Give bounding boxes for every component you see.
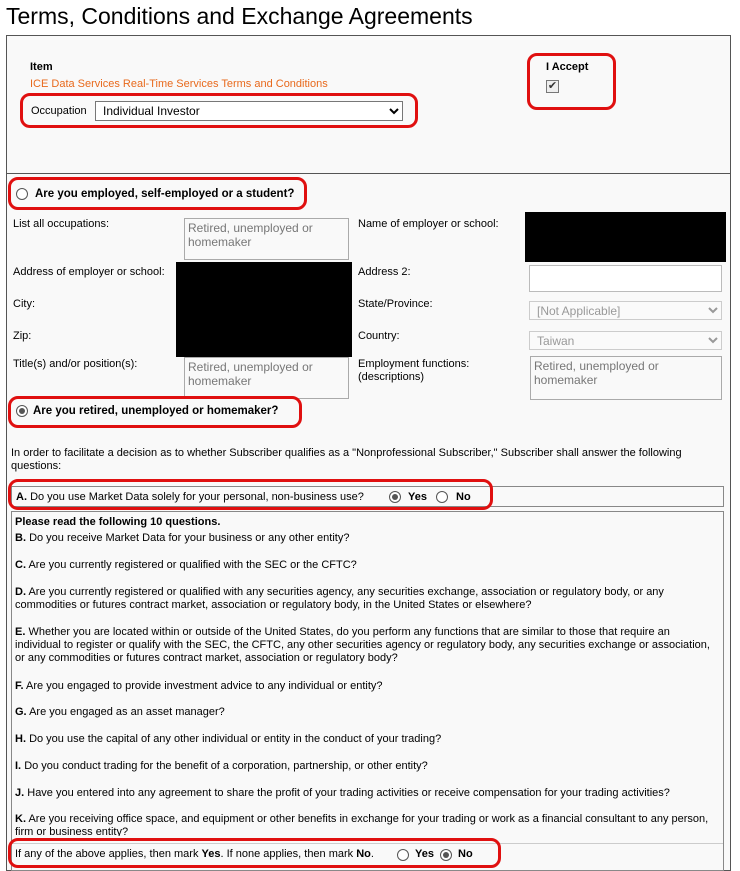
- question-f: F. Are you engaged to provide investment advice to any individual or entity?: [15, 680, 383, 692]
- employer-name-label: Name of employer or school:: [358, 218, 499, 230]
- city-label: City:: [13, 298, 35, 310]
- occupation-highlight: [20, 93, 418, 128]
- question-b: B. Do you receive Market Data for your business or any other entity?: [15, 532, 350, 544]
- question-h: H. Do you use the capital of any other individual or entity in the conduct of your trading?: [15, 733, 442, 745]
- functions-sublabel: (descriptions): [358, 371, 425, 383]
- question-i: I. Do you conduct trading for the benefit of a corporation, partnership, or other entity?: [15, 760, 428, 772]
- country-label: Country:: [358, 330, 400, 342]
- question-a-letter: A.: [16, 491, 27, 503]
- question-k: K. Are you receiving office space, and equipment or other benefits in exchange for your trading or work as a financial consultant to any person, firm or business entity?: [15, 813, 709, 836]
- questions-intro: In order to facilitate a decision as to whether Subscriber qualifies as a "Nonprofessional Subscriber," Subscriber shall answer the following questions:: [11, 447, 682, 472]
- accept-checkbox[interactable]: ✔: [547, 80, 558, 92]
- question-g: G. Are you engaged as an asset manager?: [15, 706, 225, 718]
- titles-textarea[interactable]: Retired, unemployed or homemaker: [184, 357, 349, 399]
- address2-label: Address 2:: [358, 266, 411, 278]
- state-select[interactable]: [529, 301, 722, 320]
- question-c: C. Are you currently registered or qualified with the SEC or the CFTC?: [15, 559, 357, 571]
- redacted-employer-name: [525, 212, 726, 262]
- employed-option-label: Are you employed, self-employed or a student?: [35, 188, 295, 200]
- question-j: J. Have you entered into any agreement to share the profit of your trading activities or receive compensation for your trading activities?: [15, 787, 670, 799]
- redacted-address-block: [176, 262, 352, 357]
- country-select[interactable]: [529, 331, 722, 350]
- state-label: State/Province:: [358, 298, 433, 310]
- question-a-text: Do you use Market Data solely for your personal, non-business use?: [30, 491, 364, 503]
- read-questions-header: Please read the following 10 questions.: [15, 516, 221, 528]
- retired-option-label: Are you retired, unemployed or homemaker?: [33, 405, 279, 417]
- accept-column-header: I Accept: [546, 61, 589, 73]
- question-a-yes-label: Yes: [408, 491, 427, 503]
- employed-highlight: [8, 177, 307, 210]
- ice-terms-link[interactable]: ICE Data Services Real-Time Services Terms and Conditions: [30, 78, 328, 90]
- final-no-label: No: [458, 848, 473, 860]
- question-a-no-label: No: [456, 491, 471, 503]
- titles-label: Title(s) and/or position(s):: [13, 358, 138, 370]
- address2-input[interactable]: [529, 265, 722, 292]
- final-yes-label: Yes: [415, 848, 434, 860]
- final-question: If any of the above applies, then mark Yes. If none applies, then mark No.: [15, 848, 374, 860]
- occupation-label: Occupation: [31, 105, 87, 117]
- functions-textarea[interactable]: Retired, unemployed or homemaker: [530, 356, 722, 400]
- item-column-header: Item: [30, 61, 53, 73]
- zip-label: Zip:: [13, 330, 32, 342]
- list-occupations-label: List all occupations:: [13, 218, 109, 230]
- question-e: E. Whether you are located within or outside of the United States, do you perform any functions that are similar to those that require an individual to register or qualify with the SEC, the CFTC, any other securities agency or regulatory body, any securities exchange or association, or any commodities or futures contract market, association or regulatory body?: [15, 626, 710, 664]
- accept-highlight: [527, 53, 616, 110]
- list-occupations-textarea[interactable]: Retired, unemployed or homemaker: [184, 218, 349, 260]
- question-d: D. Are you currently registered or qualified with any securities agency, any securities exchange, association or regulatory body, or any commodities or futures contract market, association or regulatory body, in the United States or elsewhere?: [15, 586, 664, 611]
- address-label: Address of employer or school:: [13, 266, 165, 278]
- question-a-highlight: [8, 479, 493, 510]
- functions-label: Employment functions:: [358, 358, 470, 370]
- final-answer-highlight: [8, 838, 501, 868]
- page-title: Terms, Conditions and Exchange Agreements: [6, 3, 473, 29]
- retired-highlight: [8, 396, 302, 428]
